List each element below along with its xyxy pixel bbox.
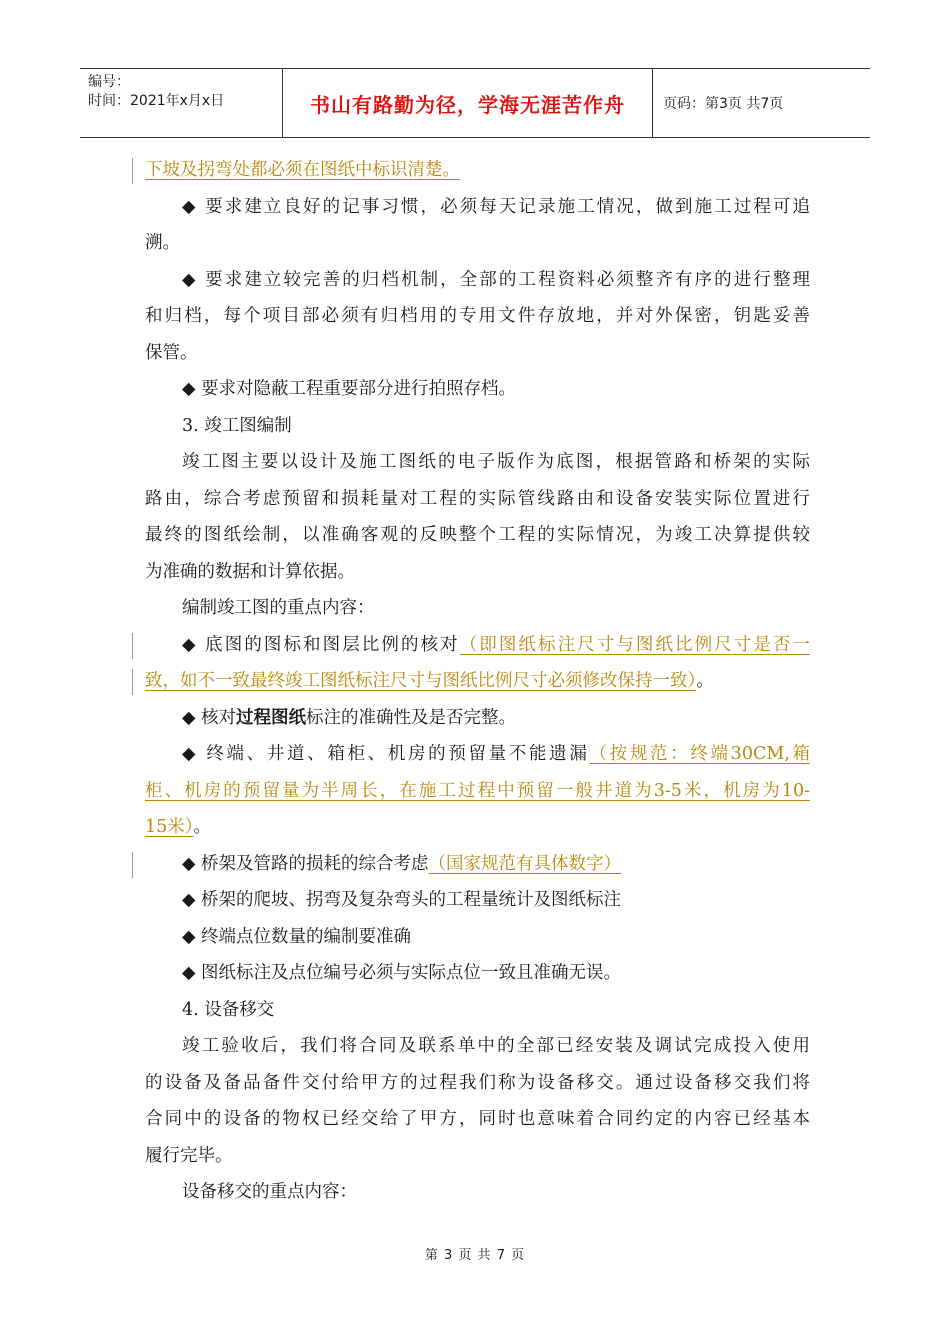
text-run: 标注的准确性及是否完整。 xyxy=(306,707,517,728)
paragraph-line: 竣工图主要以设计及施工图纸的电子版作为底图，根据管路和桥架的实际 xyxy=(182,452,810,472)
page-header xyxy=(80,68,870,138)
header-motto: 书山有路勤为径，学海无涯苦作舟 xyxy=(283,69,653,137)
paragraph-line: 为准确的数据和计算依据。 xyxy=(145,561,355,582)
paragraph-line xyxy=(145,773,810,810)
paragraph-line xyxy=(145,663,810,700)
text-run: ◆ 底图的图标和图层比例的核对 xyxy=(182,634,460,655)
paragraph-line: ◆ 要求对隐蔽工程重要部分进行拍照存档。 xyxy=(182,379,517,399)
inserted-text: （按规范：终端30CM,箱 xyxy=(589,744,810,764)
paragraph-line: 的设备及备品备件交付给甲方的过程我们称为设备移交。通过设备移交我们将 xyxy=(145,1072,810,1093)
text-run: ◆ 核对 xyxy=(182,707,237,728)
revision-bar xyxy=(132,852,133,878)
paragraph-line xyxy=(145,700,810,737)
section-heading: 3. 竣工图编制 xyxy=(182,415,292,436)
revision-bar xyxy=(132,669,133,695)
text-run: ◆ 桥架及管路的损耗的综合考虑 xyxy=(182,853,429,874)
page-footer: 第 3 页 共 7 页 xyxy=(424,1248,526,1263)
header-page-label: 页码：第3页 共7页 xyxy=(663,96,784,112)
time-label: 时间：2021年x月x日 xyxy=(88,93,225,109)
revision-bar xyxy=(132,633,133,659)
paragraph-line: 合同中的设备的物权已经交给了甲方，同时也意味着合同约定的内容已经基本 xyxy=(145,1109,810,1129)
paragraph-line: ◆ 图纸标注及点位编号必须与实际点位一致且准确无误。 xyxy=(182,963,622,983)
inserted-text: 下坡及拐弯处都必须在图纸中标识清楚。 xyxy=(145,160,460,180)
paragraph-line: 设备移交的重点内容： xyxy=(182,1182,357,1202)
inserted-text: 致，如不一致最终竣工图纸标注尺寸与图纸比例尺寸必须修改保持一致） xyxy=(145,671,697,691)
text-run: 。 xyxy=(696,671,714,691)
text-run: ◆ 终端、井道、箱柜、机房的预留量不能遗漏 xyxy=(182,744,590,764)
paragraph-line: 和归档，每个项目部必须有归档用的专用文件存放地，并对外保密，钥匙妥善 xyxy=(145,306,810,326)
paragraph-line: ◆ 要求建立较完善的归档机制，全部的工程资料必须整齐有序的进行整理 xyxy=(182,269,810,290)
revision-bar xyxy=(132,158,133,184)
paragraph-line xyxy=(145,809,810,846)
section-heading: 4. 设备移交 xyxy=(182,999,275,1020)
bold-text: 过程图纸 xyxy=(236,707,307,728)
paragraph-line xyxy=(145,152,810,189)
number-label: 编号： xyxy=(88,74,130,90)
paragraph-line xyxy=(145,627,810,664)
paragraph-line xyxy=(145,846,810,883)
text-run: 。 xyxy=(193,817,212,837)
paragraph-line: 路由，综合考虑预留和损耗量对工程的实际管线路由和设备安装实际位置进行 xyxy=(145,488,810,509)
paragraph-line: 编制竣工图的重点内容： xyxy=(182,598,375,618)
paragraph-line: ◆ 桥架的爬坡、拐弯及复杂弯头的工程量统计及图纸标注 xyxy=(182,890,622,910)
paragraph-line: 溯。 xyxy=(145,233,180,253)
document-body xyxy=(145,152,810,1211)
paragraph-line: 竣工验收后，我们将合同及联系单中的全部已经安装及调试完成投入使用 xyxy=(182,1036,810,1056)
header-left-cell xyxy=(80,69,283,137)
inserted-text: （即图纸标注尺寸与图纸比例尺寸是否一 xyxy=(459,634,810,655)
inserted-text: 柜、机房的预留量为半周长，在施工过程中预留一般井道为3-5米，机房为10- xyxy=(145,780,810,801)
inserted-text: （国家规范有具体数字） xyxy=(428,853,622,874)
paragraph-line: ◆ 要求建立良好的记事习惯，必须每天记录施工情况，做到施工过程可追 xyxy=(182,196,810,217)
paragraph-line: ◆ 终端点位数量的编制要准确 xyxy=(182,926,412,947)
paragraph-line: 最终的图纸绘制，以准确客观的反映整个工程的实际情况，为竣工决算提供较 xyxy=(145,525,810,545)
paragraph-line xyxy=(145,736,810,773)
paragraph-line: 履行完毕。 xyxy=(145,1145,233,1166)
inserted-text: 15米） xyxy=(145,817,194,837)
paragraph-line: 保管。 xyxy=(145,342,198,363)
